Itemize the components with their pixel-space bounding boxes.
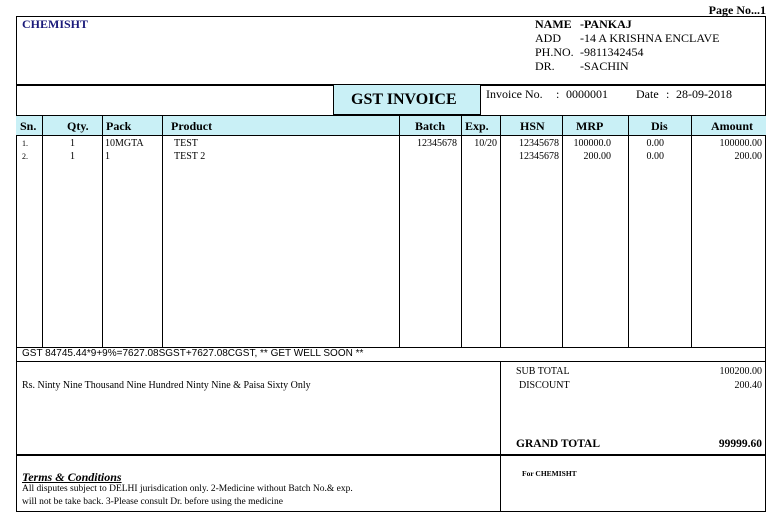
discount-label: DISCOUNT xyxy=(519,380,570,391)
terms-line-1: All disputes subject to DELHI jurisdication only. 2-Medicine without Batch No.& exp. xyxy=(22,484,353,494)
terms-line-2: will not be take back. 3-Please consult Dr. before using the medicine xyxy=(22,497,283,507)
date-label: Date xyxy=(636,87,659,101)
grand-total-label: GRAND TOTAL xyxy=(516,438,601,450)
doctor-label: DR. xyxy=(535,59,555,73)
column-divider xyxy=(162,115,163,348)
col-header-pack: Pack xyxy=(106,119,132,133)
column-divider xyxy=(500,115,501,348)
col-header-dis: Dis xyxy=(651,119,668,133)
col-header-qty: Qty. xyxy=(67,119,89,133)
gst-invoice-title: GST INVOICE xyxy=(351,91,457,108)
page-number: Page No...1 xyxy=(708,3,766,17)
gst-summary-line: GST 84745.44*9+9%=7627.08SGST+7627.08CGST, ** GET WELL SOON ** xyxy=(22,348,364,359)
cell-product: TEST 2 xyxy=(174,151,206,162)
cell-batch: 12345678 xyxy=(417,138,457,149)
grand-total-value: 99999.60 xyxy=(718,438,762,450)
divider xyxy=(16,361,766,362)
terms-title: Terms & Conditions xyxy=(22,470,122,484)
name-label: NAME xyxy=(535,17,572,31)
cell-mrp: 100000.0 xyxy=(573,138,611,149)
col-header-batch: Batch xyxy=(415,119,445,133)
amount-in-words: Rs. Ninty Nine Thousand Nine Hundred Ninty Nine & Paisa Sixty Only xyxy=(22,380,311,391)
cell-amount: 100000.00 xyxy=(719,138,762,149)
divider xyxy=(16,454,766,456)
column-divider xyxy=(500,361,501,512)
column-divider xyxy=(42,115,43,348)
col-header-amount: Amount xyxy=(711,119,754,133)
sub-total-value: 100200.00 xyxy=(719,366,762,377)
column-divider xyxy=(628,115,629,348)
shop-name: CHEMISHT xyxy=(22,17,89,31)
col-header-mrp: MRP xyxy=(576,119,604,133)
name-value: -PANKAJ xyxy=(580,17,632,31)
invoice-no-label: Invoice No. xyxy=(486,87,543,101)
cell-sn: 1. xyxy=(22,139,28,148)
cell-hsn: 12345678 xyxy=(519,138,559,149)
address-label: ADD xyxy=(535,31,561,45)
column-divider xyxy=(691,115,692,348)
address-value: -14 A KRISHNA ENCLAVE xyxy=(580,31,720,45)
col-header-sn: Sn. xyxy=(20,119,37,133)
cell-dis: 0.00 xyxy=(646,151,664,162)
cell-hsn: 12345678 xyxy=(519,151,559,162)
column-divider xyxy=(562,115,563,348)
invoice-no-value: 0000001 xyxy=(566,87,608,101)
cell-qty: 1 xyxy=(70,138,75,149)
cell-product: TEST xyxy=(174,138,198,149)
cell-sn: 2. xyxy=(22,152,28,161)
doctor-value: -SACHIN xyxy=(580,59,629,73)
phone-label: PH.NO. xyxy=(535,45,574,59)
date-value: 28-09-2018 xyxy=(676,87,732,101)
date-sep: : xyxy=(666,87,670,101)
cell-exp: 10/20 xyxy=(474,138,497,149)
signature-label: For CHEMISHT xyxy=(522,469,577,478)
cell-dis: 0.00 xyxy=(646,138,664,149)
column-divider xyxy=(102,115,103,348)
col-header-product: Product xyxy=(171,119,213,133)
column-divider xyxy=(399,115,400,348)
cell-pack: 1 xyxy=(105,151,110,162)
column-divider xyxy=(461,115,462,348)
phone-value: -9811342454 xyxy=(580,45,644,59)
discount-value: 200.40 xyxy=(734,380,762,391)
sub-total-label: SUB TOTAL xyxy=(516,366,570,377)
invoice-no-sep: : xyxy=(556,87,560,101)
col-header-hsn: HSN xyxy=(520,119,545,133)
cell-mrp: 200.00 xyxy=(583,151,611,162)
col-header-exp: Exp. xyxy=(465,119,489,133)
cell-qty: 1 xyxy=(70,151,75,162)
cell-pack: 10MGTA xyxy=(105,138,144,149)
cell-amount: 200.00 xyxy=(734,151,762,162)
